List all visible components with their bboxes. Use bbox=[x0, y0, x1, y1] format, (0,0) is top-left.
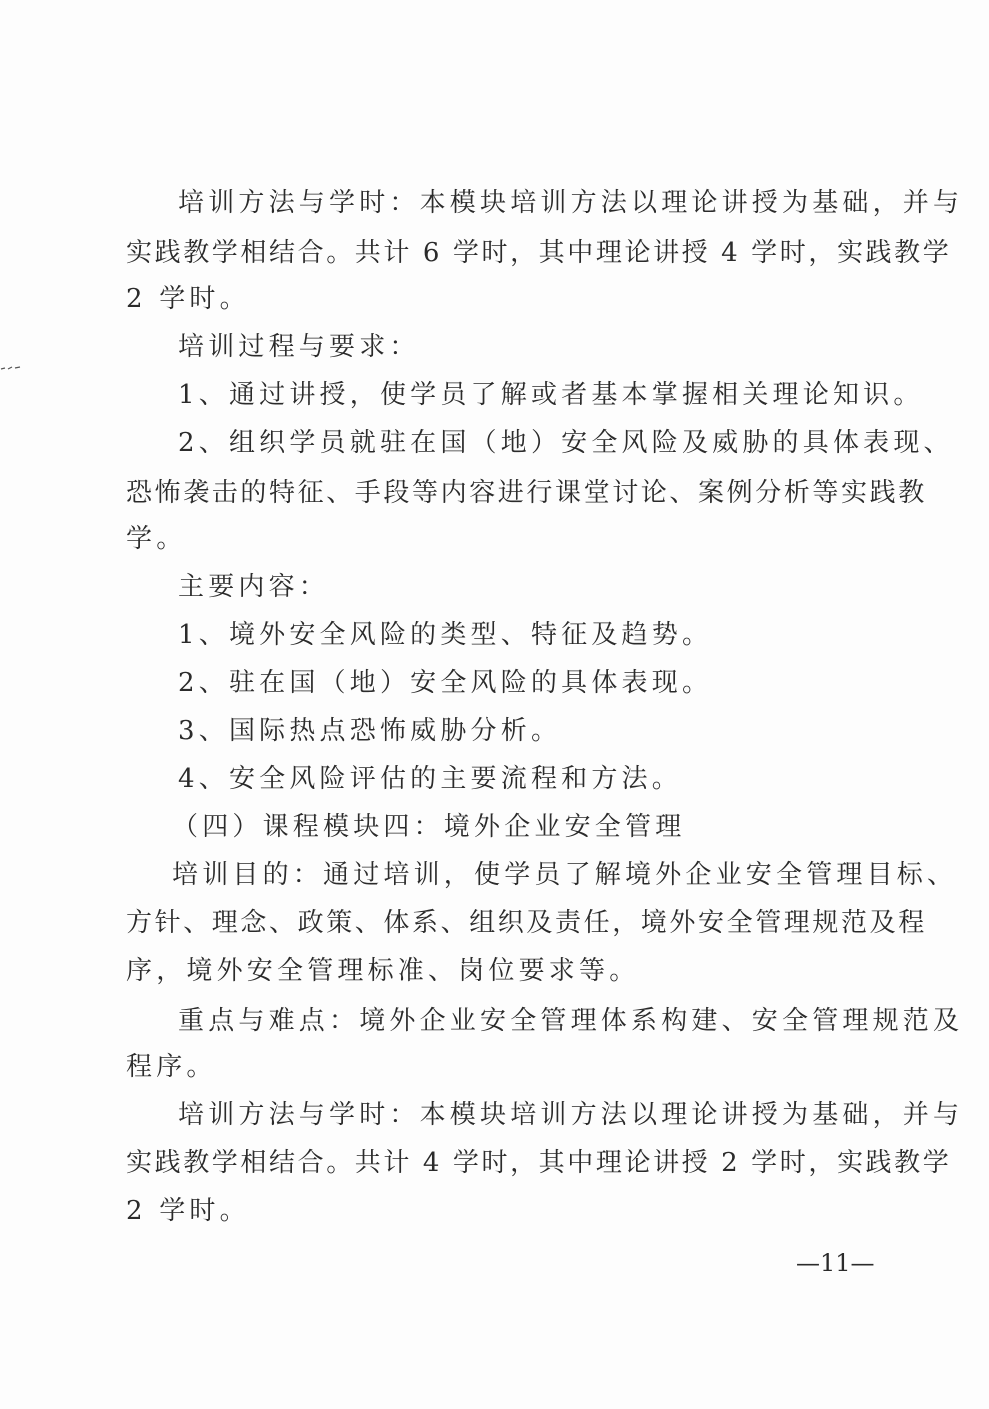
list-item: 3、国际热点恐怖威胁分析。 bbox=[178, 716, 562, 746]
paragraph-line: 重点与难点：境外企业安全管理体系构建、安全管理规范及 bbox=[178, 1006, 964, 1036]
paragraph-line: 方针、理念、政策、体系、组织及责任，境外安全管理规范及程 bbox=[126, 908, 927, 938]
paragraph-line: 恐怖袭击的特征、手段等内容进行课堂讨论、案例分析等实践教 bbox=[126, 478, 927, 508]
section-heading: 主要内容： bbox=[178, 572, 330, 602]
module-heading: （四）课程模块四：境外企业安全管理 bbox=[172, 812, 686, 842]
list-item: 2、驻在国（地）安全风险的具体表现。 bbox=[178, 668, 713, 698]
paragraph-line: 培训方法与学时：本模块培训方法以理论讲授为基础，并与 bbox=[178, 1100, 964, 1130]
list-item: 1、境外安全风险的类型、特征及趋势。 bbox=[178, 620, 713, 650]
section-heading: 培训过程与要求： bbox=[178, 332, 420, 362]
paragraph-line: 学。 bbox=[126, 524, 187, 554]
list-item: 1、通过讲授，使学员了解或者基本掌握相关理论知识。 bbox=[178, 380, 924, 410]
paragraph-line: 培训方法与学时：本模块培训方法以理论讲授为基础，并与 bbox=[178, 188, 964, 218]
paragraph-line: 实践教学相结合。共计 6 学时，其中理论讲授 4 学时，实践教学 bbox=[126, 238, 952, 268]
binding-mark bbox=[0, 364, 26, 372]
paragraph-line: 2 学时。 bbox=[126, 1196, 250, 1226]
list-item: 2、组织学员就驻在国（地）安全风险及威胁的具体表现、 bbox=[178, 428, 954, 458]
paragraph-line: 实践教学相结合。共计 4 学时，其中理论讲授 2 学时，实践教学 bbox=[126, 1148, 952, 1178]
paragraph-line: 培训目的：通过培训，使学员了解境外企业安全管理目标、 bbox=[172, 860, 958, 890]
paragraph-line: 2 学时。 bbox=[126, 284, 250, 314]
list-item: 4、安全风险评估的主要流程和方法。 bbox=[178, 764, 682, 794]
paragraph-line: 序，境外安全管理标准、岗位要求等。 bbox=[126, 956, 640, 986]
paragraph-line: 程序。 bbox=[126, 1052, 217, 1082]
page-number: —11— bbox=[796, 1249, 875, 1277]
